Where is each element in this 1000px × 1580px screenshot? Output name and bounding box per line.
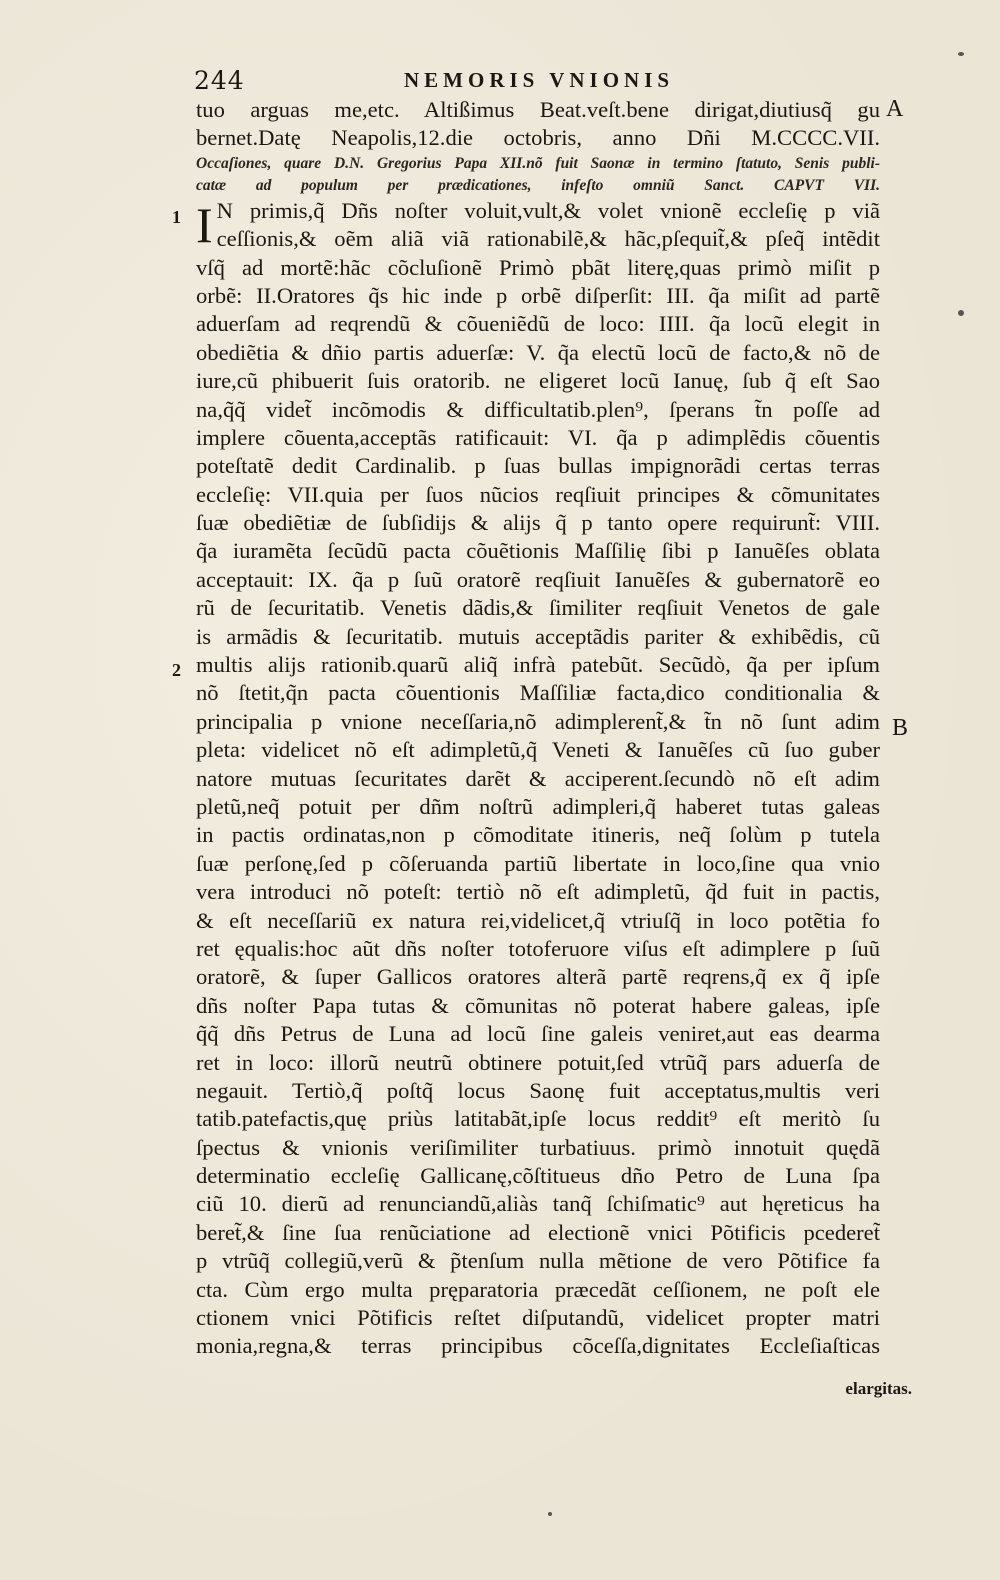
text-line: pleta: videlicet nõ eſt adimpletũ,q̃ Veneti & Ianuẽſes cũ ſuo guber bbox=[196, 737, 880, 763]
text-line: multis alijs rationib.quarũ aliq̃ infrà patebũt. Secũdò, q̃a per ipſum bbox=[196, 652, 880, 678]
text-line: oratorẽ, & ſuper Gallicos oratores alterã partẽ reqrens,q̃ ex q̃ ipſe bbox=[196, 964, 880, 990]
text-line: poteſtatẽ dedit Cardinalib. p ſuas bullas impignorãdi certas terras bbox=[196, 453, 880, 479]
margin-number-2: 2 bbox=[172, 660, 181, 680]
text-line: in pactis ordinatas,non p cõmoditate itineris, neq̃ ſolùm p tutela bbox=[196, 822, 880, 848]
chapter-summary-line: Occaſiones, quare D.N. Gregorius Papa XII.nõ fuit Saonæ in termino ſtatuto, Senis publi- bbox=[196, 154, 880, 172]
margin-number-1: 1 bbox=[172, 207, 181, 227]
text-line: ſpectus & vnionis veriſimiliter turbatiuus. primò innotuit quędã bbox=[196, 1134, 880, 1160]
text-line: ſuæ obediẽtiæ de ſubſidijs & alijs q̃ p tanto opere requirunt̃: VIII. bbox=[196, 510, 880, 536]
chapter-summary-line: catæ ad populum per prædicationes, infeſto omniũ Sanct. CAPVT VII. bbox=[196, 176, 880, 194]
drop-capital: I bbox=[196, 196, 213, 253]
text-block bbox=[196, 96, 880, 1361]
text-line: vſq̃ ad mortẽ:hãc cõcluſionẽ Primò pbãt literę,quas primò miſit p bbox=[196, 254, 880, 280]
text-line: principalia p vnione neceſſaria,nõ adimplerent̃,& t̃n nõ ſunt adim bbox=[196, 708, 880, 734]
text-line: vera introduci nõ poteſt: tertiò nõ eſt adimpletũ, q̃d fuit in pactis, bbox=[196, 879, 880, 905]
text-line: determinatio eccleſię Gallicanę,cõſtitueus dño Petro de Luna ſpa bbox=[196, 1163, 880, 1189]
text-line: eccleſię: VII.quia per ſuos nũcios reqſiuit principes & cõmunitates bbox=[196, 481, 880, 507]
text-line: na,q̃q̃ videt̃ incõmodis & difficultatib.plen⁹, ſperans t̃n poſſe ad bbox=[196, 396, 880, 422]
text-line: beret̃,& ſine ſua renũciatione ad electionẽ vnici Põtificis pcederet̃ bbox=[196, 1219, 880, 1245]
text-line: rũ de ſecuritatib. Venetis dãdis,& ſimiliter reqſiuit Venetos de gale bbox=[196, 595, 880, 621]
margin-letter-a: A bbox=[886, 96, 904, 122]
text-line: ceſſionis,& oẽm aliã viã rationabilẽ,& hãc,pſequit̃,& pſeq̃ intẽdit bbox=[216, 226, 880, 252]
ink-speck bbox=[958, 310, 964, 316]
text-line: ctionem vnici Põtificis reſtet diſputandũ, videlicet propter matri bbox=[196, 1305, 880, 1331]
text-line: ſuæ perſonę,ſed p cõſeruanda partiũ libertate in loco,ſine qua vnio bbox=[196, 850, 880, 876]
text-line: q̃q̃ dñs Petrus de Luna ad locũ ſine galeis veniret,aut eas dearma bbox=[196, 1021, 880, 1047]
text-line: natore mutuas ſecuritates darẽt & acciperent.ſecundò nõ eſt adim bbox=[196, 765, 880, 791]
text-line: bernet.Datę Neapolis,12.die octobris, anno Dñi M.CCCC.VII. bbox=[196, 125, 880, 151]
text-line: ciũ 10. dierũ ad renunciandũ,aliàs tanq̃ ſchiſmatic⁹ aut hęreticus ha bbox=[196, 1191, 880, 1217]
text-line: is armãdis & ſecuritatib. mutuis acceptãdis pariter & exhibẽdis, cũ bbox=[196, 623, 880, 649]
chapter-opening bbox=[196, 197, 880, 254]
margin-letter-b: B bbox=[892, 715, 909, 741]
text-line: N primis,q̃ Dñs noſter voluit,vult,& volet vnionẽ eccleſię p viã bbox=[216, 197, 880, 223]
page-number: 244 bbox=[194, 66, 245, 95]
text-line: pletũ,neq̃ potuit per dñm noſtrũ adimpleri,q̃ haberet tutas galeas bbox=[196, 793, 880, 819]
main-text-lines bbox=[196, 254, 880, 1361]
text-line: ret in loco: illorũ neutrũ obtinere potuit,ſed vtrũq̃ pars aduerſa de bbox=[196, 1049, 880, 1075]
text-line: acceptauit: IX. q̃a p ſuũ oratorẽ reqſiuit Ianuẽſes & gubernatorẽ eo bbox=[196, 566, 880, 592]
catchword: elargitas. bbox=[845, 1379, 912, 1398]
page-header bbox=[180, 66, 740, 96]
text-line: tatib.patefactis,quę priùs latitabãt,ipſe locus reddit⁹ eſt meritò ſu bbox=[196, 1106, 880, 1132]
text-line: p vtrũq̃ collegiũ,verũ & p̃tenſum nulla mẽtione de vero Põtifice fa bbox=[196, 1248, 880, 1274]
text-line: tuo arguas me,etc. Altißimus Beat.veſt.bene dirigat,diutiusq̃ gu bbox=[196, 97, 880, 122]
text-line: ret ęqualis:hoc aũt dñs noſter totoferuore viſus eſt adimplere p ſuũ bbox=[196, 935, 880, 961]
text-line: cta. Cùm ergo multa pręparatoria præcedãt ceſſionem, ne poſt ele bbox=[196, 1276, 880, 1302]
text-line: dñs noſter Papa tutas & cõmunitas nõ poterat habere galeas, ipſe bbox=[196, 992, 880, 1018]
ink-speck bbox=[958, 52, 964, 56]
text-line: q̃a iuramẽta ſecũdũ pacta cõuẽtionis Maſſilię ſibi p Ianuẽſes oblata bbox=[196, 538, 880, 564]
running-title: NEMORIS VNIONIS bbox=[404, 68, 675, 92]
text-line: & eſt neceſſariũ ex natura rei,videlicet,q̃ vtriuſq̃ in loco potẽtia fo bbox=[196, 907, 880, 933]
text-line: monia,regna,& terras principibus cõceſſa,dignitates Eccleſiaſticas bbox=[196, 1333, 880, 1359]
text-line: nõ ſtetit,q̃n pacta cõuentionis Maſſiliæ facta,dico conditionalia & bbox=[196, 680, 880, 706]
text-line: aduerſam ad reqrendũ & cõueniẽdũ de loco: IIII. q̃a locũ elegit in bbox=[196, 311, 880, 337]
ink-speck bbox=[548, 1512, 552, 1516]
text-line: implere cõuenta,acceptãs ratificauit: VI. q̃a p adimplẽdis cõuentis bbox=[196, 424, 880, 450]
text-line: orbẽ: II.Oratores q̃s hic inde p orbẽ diſperſit: III. q̃a miſit ad partẽ bbox=[196, 282, 880, 308]
text-line: iure,cũ phibuerit ſuis oratorib. ne eligeret locũ Ianuę, ſub q̃ eſt Sao bbox=[196, 368, 880, 394]
text-line: obediẽtia & dñio partis aduerſæ: V. q̃a electũ locũ de facto,& nõ de bbox=[196, 339, 880, 365]
text-line: negauit. Tertiò,q̃ poſtq̃ locus Saonę fuit acceptatus,multis veri bbox=[196, 1077, 880, 1103]
